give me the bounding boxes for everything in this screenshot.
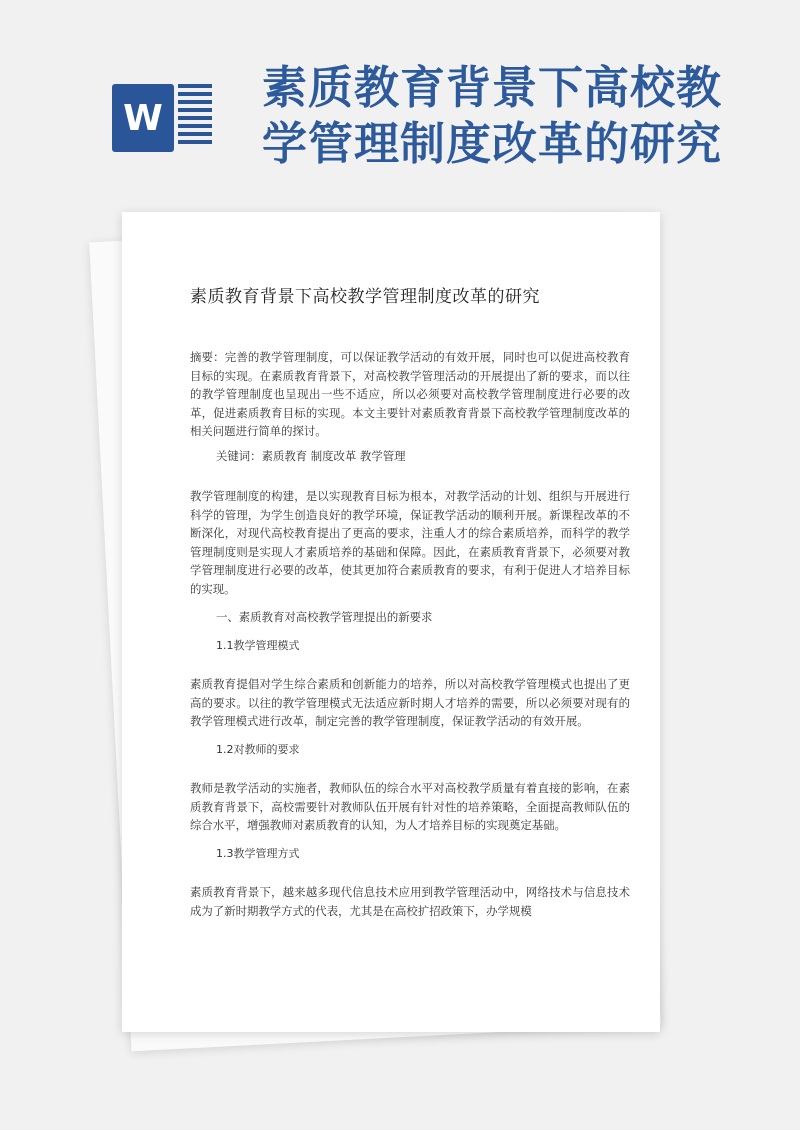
intro-paragraph: 教学管理制度的构建，是以实现教育目标为根本，对教学活动的计划、组织与开展进行科学的管理，为学生创造良好的教学环境，保证教学活动的顺利开展。新课程改革的不断深化，对现代高校教育提出了更高的要求，注重人才的综合素质培养，而科学的教学管理制度则是实现人才素质培养的基础和保障。因此，在素质教育背景下，必须要对教学管理制度进行必要的改革，使其更加符合素质教育的要求，有利于促进人才培养目标的实现。 — [190, 489, 630, 596]
abstract: 摘要：完善的教学管理制度，可以保证教学活动的有效开展，同时也可以促进高校教育目标的实现。在素质教育背景下，对高校教学管理活动的开展提出了新的要求，而以往的教学管理制度也呈现出一些不适应，所以必须要对高校教学管理制度进行必要的改革，促进素质教育目标的实现。本文主要针对素质教育背景下高校教学管理制度改革的相关问题进行简单的探讨。 — [190, 350, 630, 438]
paragraph-1-1: 素质教育提倡对学生综合素质和创新能力的培养，所以对高校教学管理模式也提出了更高的要求。以往的教学管理模式无法适应新时期人才培养的需要，所以必须要对现有的教学管理模式进行改革，制定完善的教学管理制度，保证教学活动的有效开展。 — [190, 677, 630, 728]
document-body — [190, 348, 630, 930]
document-page — [122, 212, 660, 1032]
paragraph-1-3: 素质教育背景下，越来越多现代信息技术应用到教学管理活动中，网络技术与信息技术成为了新时期教学方式的代表，尤其是在高校扩招政策下，办学规模 — [190, 885, 630, 918]
word-icon-badge — [112, 84, 174, 152]
word-icon — [112, 70, 216, 166]
subheading-1-3: 1.3教学管理方式 — [216, 846, 300, 860]
section-heading-1: 一、素质教育对高校教学管理提出的新要求 — [216, 610, 433, 624]
banner-title: 素质教育背景下高校教学管理制度改革的研究 — [262, 61, 723, 170]
word-icon-lines — [178, 84, 212, 148]
subheading-1-2: 1.2对教师的要求 — [216, 742, 300, 756]
subheading-1-1: 1.1教学管理模式 — [216, 638, 300, 652]
keywords: 关键词：素质教育 制度改革 教学管理 — [216, 448, 406, 463]
paragraph-1-2: 教师是教学活动的实施者，教师队伍的综合水平对高校教学质量有着直接的影响，在素质教育背景下，高校需要针对教师队伍开展有针对性的培养策略，全面提高教师队伍的综合水平，增强教师对素质教育的认知，为人才培养目标的实现奠定基础。 — [190, 781, 630, 832]
word-icon-letter: W — [123, 97, 163, 139]
document-title: 素质教育背景下高校教学管理制度改革的研究 — [190, 287, 540, 307]
